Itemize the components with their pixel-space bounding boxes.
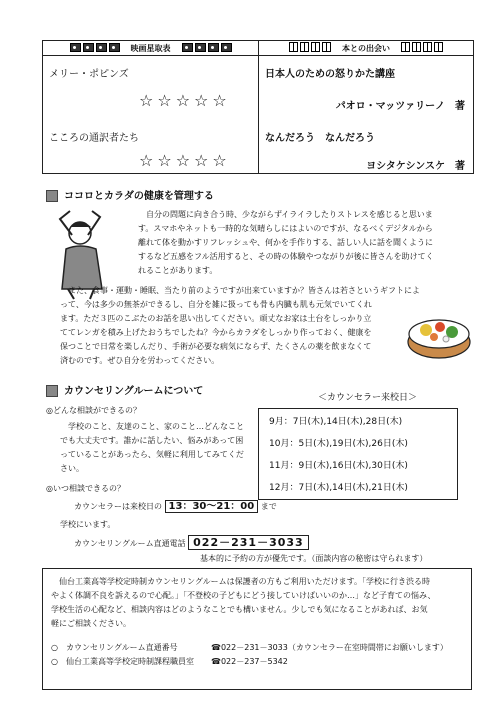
book-author: ヨシタケシンスケ 著 <box>366 161 465 172</box>
answer-what: 学校のこと、友達のこと、家のこと…どんなこと でも大丈夫です。誰かに話したい、悩みがあって困 っていることがあったら、気軽に利用してみてくだ さい。 <box>60 422 244 473</box>
book-author: パオロ・マッツァリーノ 著 <box>335 101 465 112</box>
top-table <box>42 40 474 174</box>
book-icon <box>400 42 444 54</box>
movie-rating: ☆☆☆☆☆ <box>139 91 231 110</box>
movie-title: こころの通訳者たち <box>49 133 139 144</box>
info-box: 仙台工業高等学校定時制カウンセリングルームは保護者の方もご利用いただけます。｢学校に行き渋る時 やよく体調不良を訴えるので心配。｣「不登校の子どもにどう接していけばいいのか…」など子育ての悩み、 学校生活の心配など、相談内容はどのようなことでも構いません。少しでも気になることがあれば、お気 軽にご相談ください。 ○ カウンセリングルーム直通番号 ☎022－231－3033（カウンセラー在室時間帯にお願いします） ○ 仙台工業高等学校定時制課程職員室 ☎022－237－5342 <box>42 568 472 690</box>
section1-para2: また、食事・運動・睡眠、当たり前のようですが出来ていますか？皆さんは若さというギフトによ って、今は多少の無茶ができるし、自分を雑に扱っても骨も内臓も肌も元気でいてくれ ます。ただ３匹のこぶたのお話を思い出してください。頑丈なお家は土台をしっかり立 ててレンガを積み上げたおうちでしたね？今からカラダをしっかり作っておく、健康を 保つことで日常を楽しんだり、手術が必要な病気にならず、たくさんの薬を飲まなくて 済むのです。ぜひ自分を労わってください。 <box>60 286 420 365</box>
reservation-note: 基本的に予約の方が優先です。（面談内容の秘密は守られます） <box>200 554 428 563</box>
film-reel-icon <box>69 43 121 54</box>
hours-value: 13：30〜21：00 <box>165 500 259 513</box>
schedule-box <box>258 408 458 500</box>
bento-box-illustration <box>406 312 472 360</box>
schedule-title: ＜カウンセラー来校日＞ <box>318 393 418 403</box>
schedule-row: 12月：7日(木),14日(木),21日(木) <box>269 483 408 493</box>
section1-para1: 自分の問題に向き合う時、少ながらずイライラしたりストレスを感じると思いま す。スマホやネットも一時的な気晴らしにはよいのですが、なるべくデジタルから 離れて体を動かすリフレッシュや、何かを手作りする、話しい人に話を聞くように するなど五感をフル活用すると、その時の体験やつながりが後に皆さんを助けてく れることがあります。 <box>138 210 434 275</box>
section1-title: ココロとカラダの健康を管理する <box>46 187 214 202</box>
movie-title: メリー・ポピンズ <box>49 69 129 80</box>
film-reel-icon <box>181 43 233 54</box>
section-marker-icon <box>46 385 58 397</box>
book-title: なんだろう なんだろう <box>265 133 375 144</box>
book-icon <box>288 42 332 54</box>
movie-header: 映画星取表 <box>43 41 258 56</box>
hours-line: カウンセラーは来校日の 13：30〜21：00 まで <box>74 501 277 512</box>
schedule-row: 11月：9日(木),16日(木),30日(木) <box>269 461 408 471</box>
question-what: ◎どんな相談ができるの？ <box>46 406 141 415</box>
book-title: 日本人のための怒りかた講座 <box>265 69 395 80</box>
book-header: 本との出会い <box>259 41 473 56</box>
phone-line: カウンセリングルーム直通電話 022－231－3033 <box>74 536 309 551</box>
table-divider <box>258 41 259 173</box>
section2-title: カウンセリングルームについて <box>46 382 203 397</box>
movie-rating: ☆☆☆☆☆ <box>139 151 231 170</box>
contact-row: ○ 仙台工業高等学校定時制課程職員室 ☎022－237－5342 <box>51 657 288 666</box>
question-when: ◎いつ相談できるの？ <box>46 484 125 493</box>
schedule-row: 10月：5日(木),19日(木),26日(木) <box>269 439 408 449</box>
schedule-row: 9月：7日(木),14日(木),28日(木) <box>269 417 403 427</box>
section-marker-icon <box>46 190 58 202</box>
hours-line2: 学校にいます。 <box>60 520 116 529</box>
contact-row: ○ カウンセリングルーム直通番号 ☎022－231－3033（カウンセラー在室時間帯にお願いします） <box>51 643 448 652</box>
counseling-phone: 022－231－3033 <box>188 535 309 550</box>
